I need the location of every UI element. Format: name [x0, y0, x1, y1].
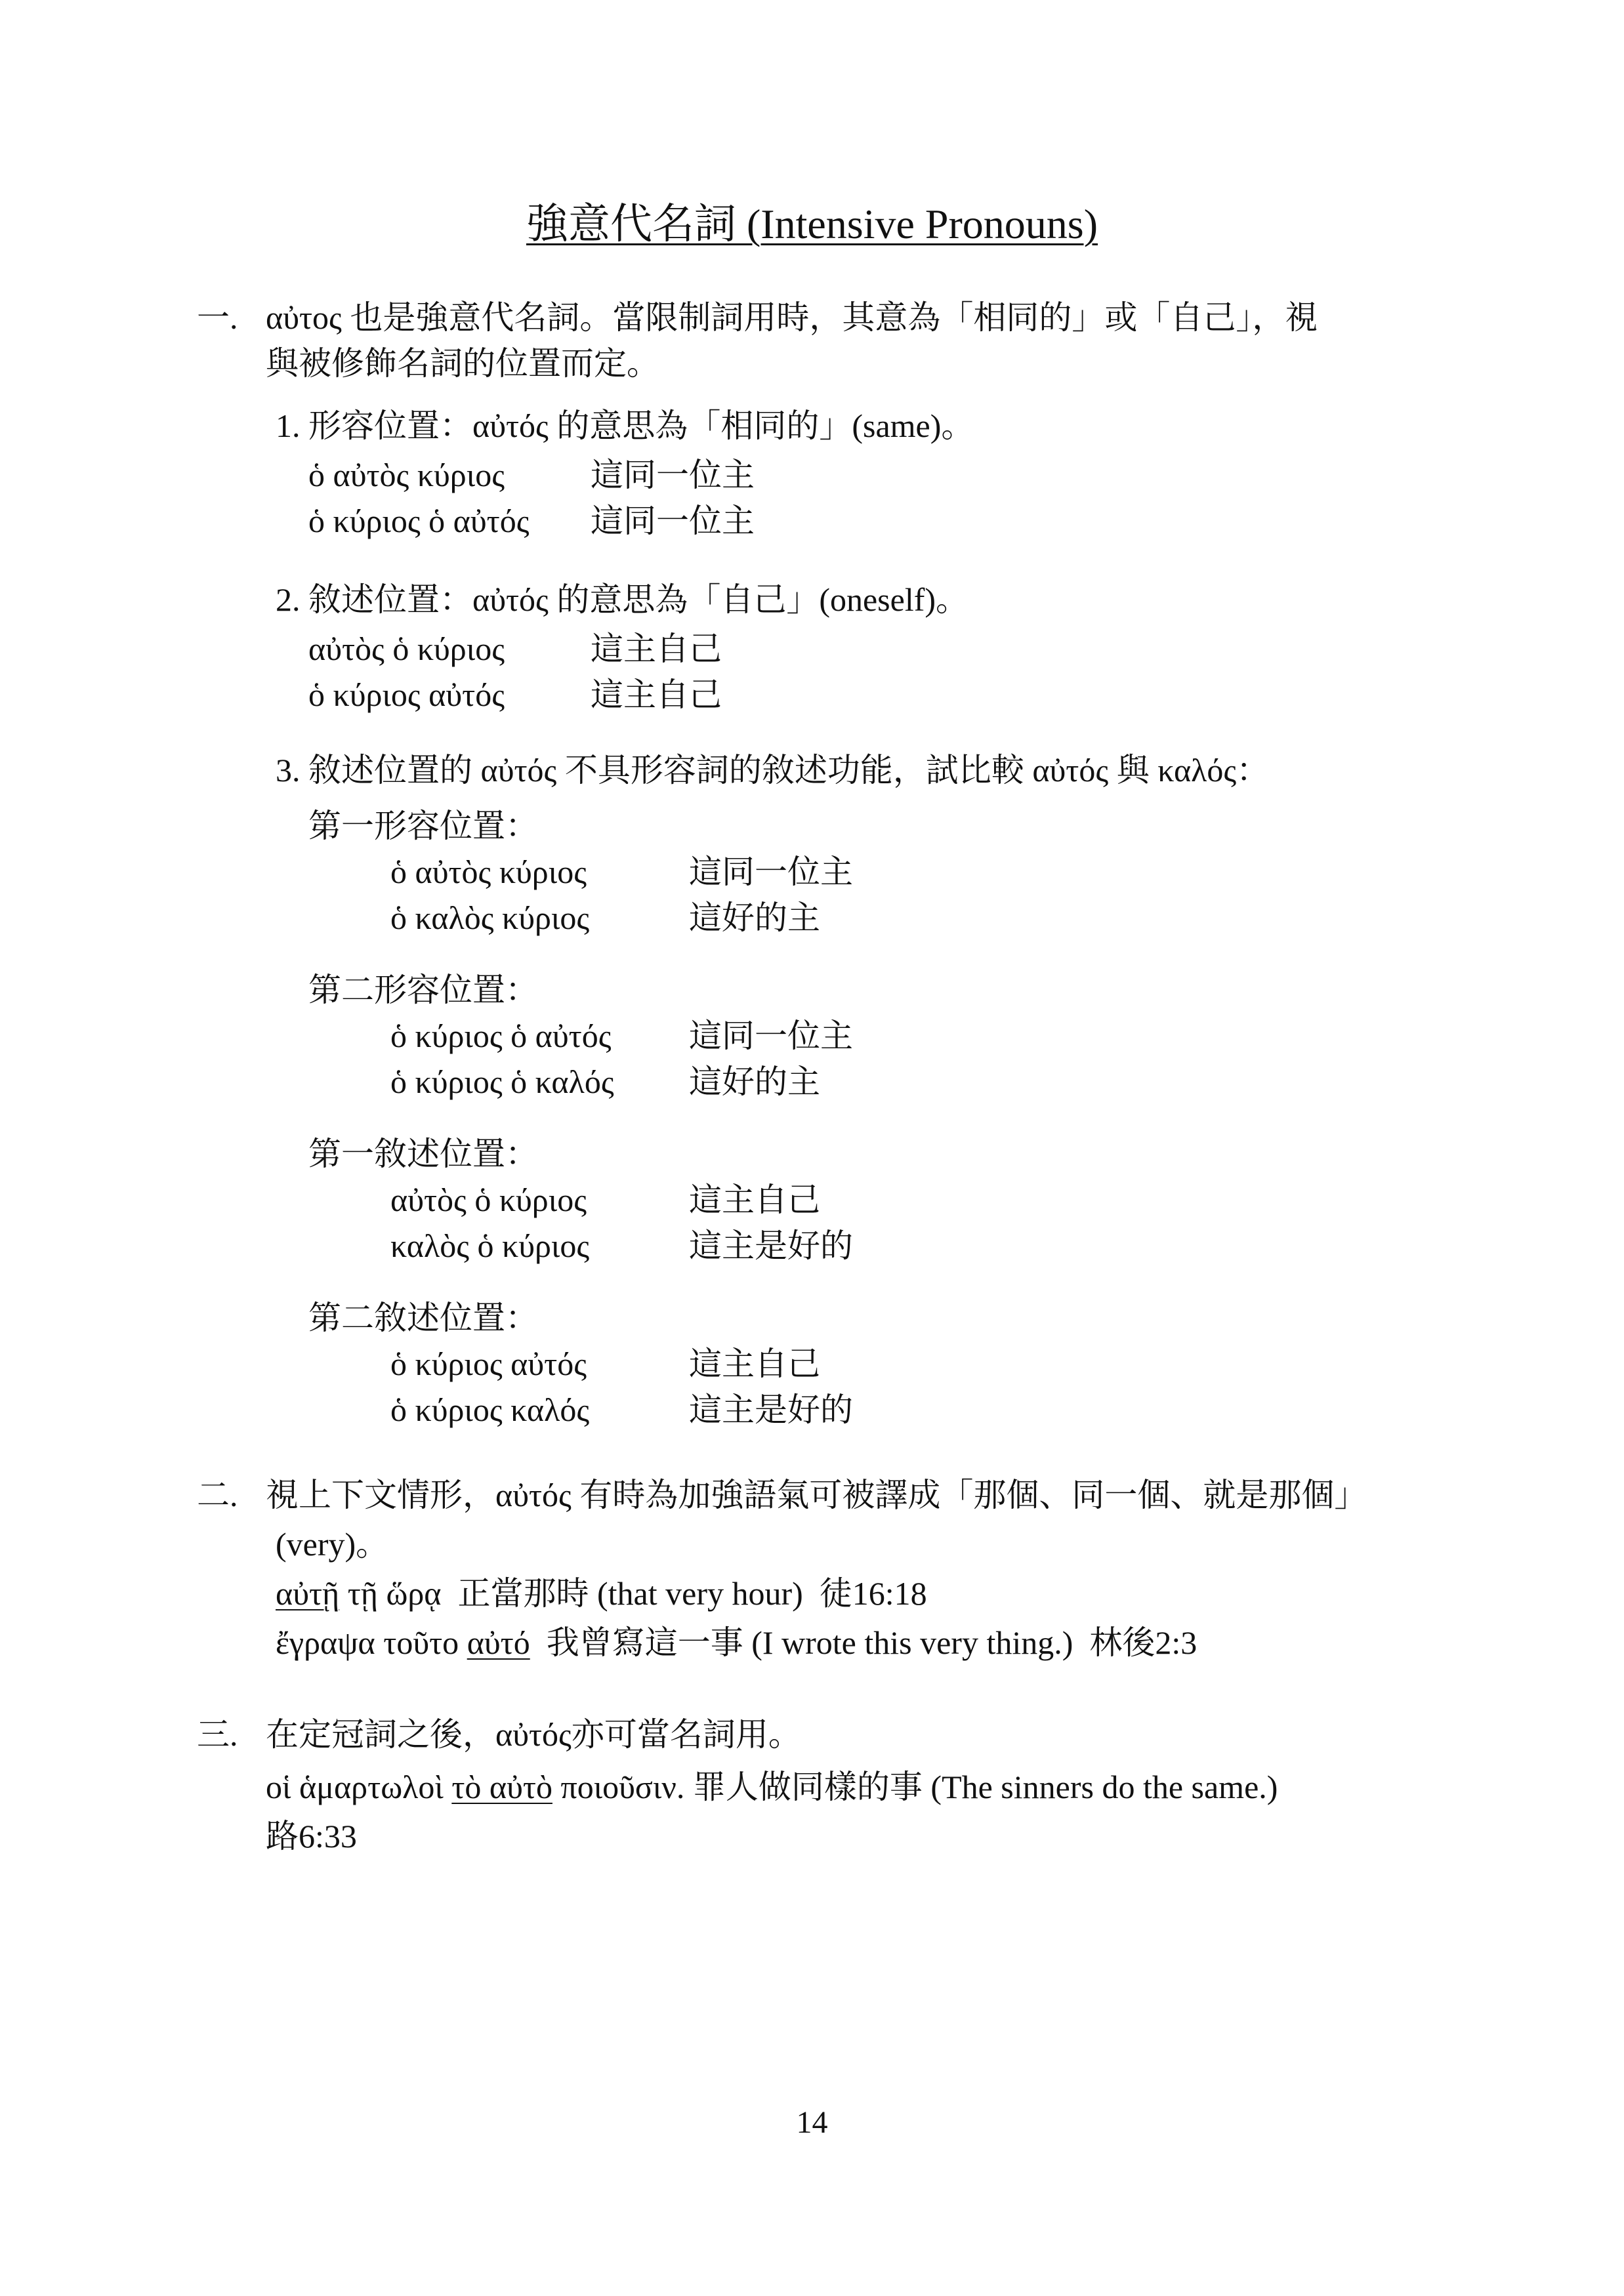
- section-2-text: 視上下文情形，αὐτός 有時為加強語氣可被譯成「那個、同一個、就是那個」: [266, 1477, 1367, 1513]
- example-sentence: οἱ ἁμαρτωλοὶ τὸ αὐτὸ ποιοῦσιν. 罪人做同樣的事 (The sinners do the same.): [266, 1769, 1278, 1805]
- subsection-3-heading: 3. 敘述位置的 αὐτός 不具形容詞的敘述功能，試比較 αὐτός 與 καλός：: [276, 752, 1270, 789]
- greek-example: ὁ κύριος ὁ αὐτός: [390, 1017, 612, 1054]
- group-label: 第一形容位置：: [308, 808, 538, 844]
- page-number: 14: [796, 2105, 828, 2140]
- section-2-text-cont: (very)。: [276, 1526, 389, 1563]
- greek-example: ὁ κύριος ὁ αὐτός: [308, 502, 530, 539]
- greek-example: ὁ αὐτὸς κύριος: [308, 457, 505, 493]
- greek-example: καλὸς ὁ κύριος: [390, 1227, 590, 1264]
- group-label: 第二敘述位置：: [308, 1300, 538, 1336]
- translation: 這主自己: [591, 630, 722, 667]
- translation: 這主是好的: [689, 1227, 853, 1264]
- translation: 這主自己: [689, 1345, 820, 1382]
- page-title: 強意代名詞 (Intensive Pronouns): [526, 201, 1098, 247]
- greek-example: ὁ κύριος ὁ καλός: [390, 1063, 614, 1100]
- translation: 這主自己: [591, 676, 722, 713]
- translation: 這同一位主: [591, 502, 755, 539]
- translation: 這同一位主: [689, 1017, 853, 1054]
- section-1-text: αὐτος 也是強意代名詞。當限制詞用時，其意為「相同的」或「自己」，視: [266, 299, 1318, 336]
- translation: 這主自己: [689, 1181, 820, 1218]
- section-3-text: 在定冠詞之後，αὐτός亦可當名詞用。: [266, 1716, 801, 1753]
- underlined-term: αὐτῇ: [276, 1575, 340, 1612]
- translation: 這主是好的: [689, 1391, 853, 1428]
- example-sentence: ἔγραψα τοῦτο αὐτό 我曾寫這一事 (I wrote this very thing.) 林後2:3: [276, 1624, 1197, 1661]
- greek-example: ὁ καλὸς κύριος: [390, 899, 590, 936]
- greek-example: ὁ κύριος αὐτός: [390, 1345, 587, 1382]
- section-1-text-cont: 與被修飾名詞的位置而定。: [266, 345, 659, 382]
- subsection-2-heading: 2. 敘述位置：αὐτός 的意思為「自己」(oneself)。: [276, 581, 969, 618]
- translation: 這好的主: [689, 899, 820, 936]
- subsection-1-heading: 1. 形容位置：αὐτός 的意思為「相同的」(same)。: [276, 407, 974, 444]
- translation: 這同一位主: [591, 457, 755, 493]
- greek-example: ὁ κύριος αὐτός: [308, 676, 505, 713]
- underlined-term: τὸ αὐτὸ: [451, 1769, 552, 1805]
- greek-example: ὁ αὐτὸς κύριος: [390, 853, 587, 890]
- group-label: 第一敘述位置：: [308, 1136, 538, 1172]
- translation: 這好的主: [689, 1063, 820, 1100]
- example-sentence: αὐτῇ τῇ ὥρᾳ 正當那時 (that very hour) 徒16:18: [276, 1575, 927, 1612]
- group-label: 第二形容位置：: [308, 972, 538, 1008]
- greek-example: αὐτὸς ὁ κύριος: [390, 1181, 587, 1218]
- section-2-number: 二.: [197, 1477, 238, 1513]
- section-3-number: 三.: [197, 1716, 238, 1753]
- section-1-number: 一.: [197, 299, 238, 336]
- greek-example: αὐτὸς ὁ κύριος: [308, 630, 505, 667]
- translation: 這同一位主: [689, 853, 853, 890]
- scripture-reference: 路6:33: [266, 1818, 357, 1855]
- underlined-term: αὐτό: [467, 1624, 530, 1661]
- greek-example: ὁ κύριος καλός: [390, 1391, 590, 1428]
